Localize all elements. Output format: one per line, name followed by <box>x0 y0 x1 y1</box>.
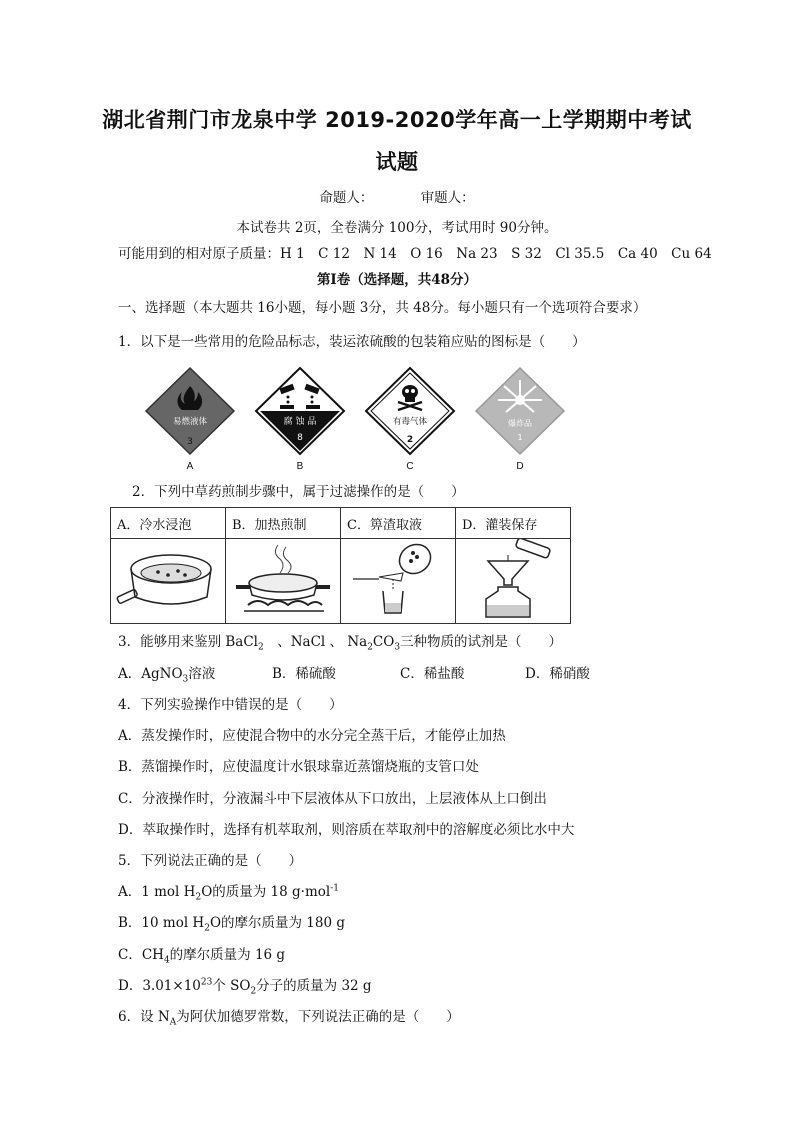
step-image-a <box>111 539 226 624</box>
question-4-option-b: B．蒸馏操作时，应使温度计水银球靠近蒸馏烧瓶的支管口处 <box>118 759 479 775</box>
hazard-sign-c <box>360 364 460 472</box>
hazard-sign-a <box>140 364 240 472</box>
sign-a-number: 3 <box>187 437 193 447</box>
sign-d-letter: D <box>516 461 524 472</box>
volume-heading: 第Ⅰ卷（选择题，共48分） <box>316 272 478 288</box>
sign-c-letter: C <box>406 461 414 472</box>
sign-d-label: 爆炸品 <box>508 419 532 428</box>
step-option-a: A．冷水浸泡 <box>111 508 226 539</box>
question-5-option-d: D．$3.01\times 10^{23}$个 $SO_2$分子的质量为 32 g <box>118 977 372 997</box>
section-heading: 一、选择题（本大题共 16小题，每小题 3分，共 48分。每小题只有一个选项符合要求） <box>118 300 647 316</box>
heating-pot-icon <box>228 539 338 619</box>
sign-b-number: 8 <box>297 433 303 443</box>
sign-a-label: 易燃液体 <box>172 417 208 427</box>
step-image-b <box>226 539 341 624</box>
question-4-stem: 4．下列实验操作中错误的是（ ） <box>118 697 343 713</box>
question-1-stem: 1．以下是一些常用的危险品标志，装运浓硫酸的包装箱应贴的图标是（ ） <box>118 334 586 350</box>
question-5-option-c: C．$CH_4$的摩尔质量为 16 g <box>118 947 286 966</box>
question-5-option-b: B．10 mol $H_2O$的摩尔质量为 180 g <box>118 915 345 934</box>
question-3-option-a: A．AgNO$_3$溶液 <box>118 666 216 685</box>
question-3-option-b: B．稀硫酸 <box>272 666 336 682</box>
sign-c-label: 有毒气体 <box>392 417 428 427</box>
question-2-table <box>110 507 571 624</box>
page-title-line2: 试题 <box>375 150 419 174</box>
question-3-option-d: D．稀硝酸 <box>525 666 590 682</box>
hazard-sign-d <box>470 364 570 472</box>
step-option-b: B．加热煎制 <box>226 508 341 539</box>
question-2-stem: 2．下列中草药煎制步骤中，属于过滤操作的是（ ） <box>132 484 465 500</box>
filtering-icon <box>343 539 453 619</box>
authors-line: 命题人： 审题人： <box>319 190 475 206</box>
sign-b-letter: B <box>296 461 304 472</box>
question-3-stem: 3．能够用来鉴别 BaCl$_2$ 、NaCl 、 $Na_2CO_3$三种物质的试剂是（ ） <box>118 634 563 653</box>
question-4-option-d: D．萃取操作时，选择有机萃取剂，则溶质在萃取剂中的溶解度必须比水中大 <box>118 822 575 838</box>
sign-a-letter: A <box>186 461 194 472</box>
step-image-c <box>341 539 456 624</box>
sign-b-label: 腐 蚀 品 <box>283 417 317 427</box>
atomic-masses: 可能用到的相对原子质量：H 1 C 12 N 14 O 16 Na 23 S 32 Cl 35.5 Ca 40 Cu 64 <box>118 246 712 262</box>
sign-d-number: 1 <box>517 433 523 442</box>
question-6-stem: 6．设 $N_A$为阿伏加德罗常数，下列说法正确的是（ ） <box>118 1009 460 1028</box>
question-4-option-a: A．蒸发操作时，应使混合物中的水分完全蒸干后，才能停止加热 <box>118 728 506 744</box>
question-4-option-c: C．分液操作时，分液漏斗中下层液体从下口放出，上层液体从上口倒出 <box>118 791 547 807</box>
question-5-option-a: A．1 mol $H_2O$的质量为 18 g·mol$^{-1}$ <box>118 883 339 903</box>
step-option-d: D．灌装保存 <box>456 508 571 539</box>
page-title-line1: 湖北省荆门市龙泉中学 2019-2020学年高一上学期期中考试 <box>102 108 692 132</box>
step-image-d <box>456 539 571 624</box>
question-5-stem: 5．下列说法正确的是（ ） <box>118 853 303 869</box>
hazard-sign-b <box>250 364 350 472</box>
exam-info: 本试卷共 2页，全卷满分 100分，考试用时 90分钟。 <box>236 220 558 236</box>
hazard-signs <box>140 364 568 472</box>
step-option-c: C．箅渣取液 <box>341 508 456 539</box>
question-3-option-c: C．稀盐酸 <box>400 666 465 682</box>
sign-c-number: 2 <box>406 435 414 445</box>
soaking-pot-icon <box>113 539 223 619</box>
bottling-icon <box>458 539 568 619</box>
